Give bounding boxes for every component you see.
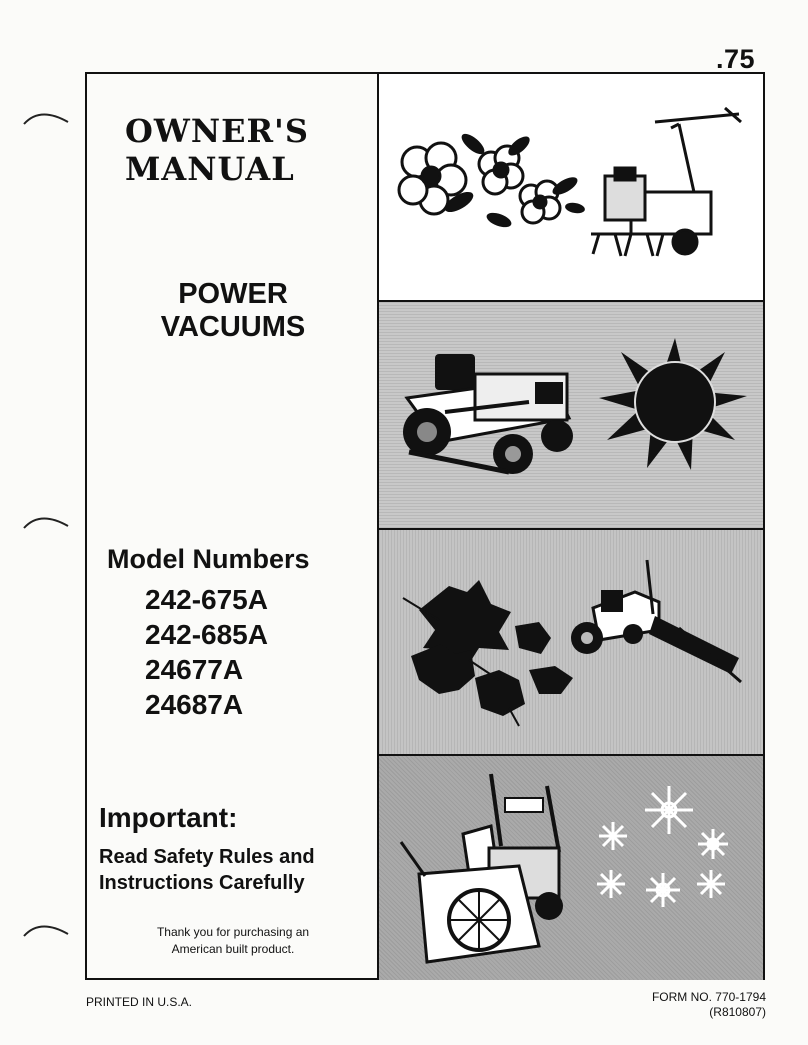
tractor-sun-illustration [379, 302, 763, 530]
form-number-line: FORM NO. 770-1794 [651, 990, 766, 1004]
model-number-list [145, 582, 268, 722]
snowflake-icon [597, 786, 728, 907]
thanks-line-1: Thank you for purchasing an [156, 925, 310, 939]
text-column [87, 74, 379, 978]
snowthrower-icon [401, 774, 563, 962]
sun-icon [599, 338, 747, 470]
title-line-2: MANUAL [125, 150, 295, 188]
revision-code: (R810807) [709, 1005, 766, 1019]
snowthrower-snowflakes-illustration [379, 756, 763, 980]
flowers-tiller-illustration [379, 74, 763, 302]
price-label: .75 [716, 44, 756, 74]
summer-panel [379, 302, 763, 530]
printed-in-label: PRINTED IN U.S.A. [86, 995, 193, 1009]
tiller-icon [591, 108, 741, 256]
thanks-line-2: American built product. [171, 942, 295, 956]
tractor-icon [403, 354, 573, 474]
model-number: 24677A [145, 654, 244, 685]
flower-icon [520, 181, 560, 223]
binder-hole-mark [22, 916, 72, 940]
model-number: 24687A [145, 689, 244, 720]
model-number: 242-685A [145, 619, 268, 650]
product-line-1: POWER [178, 278, 288, 310]
binder-hole-mark [22, 508, 72, 532]
model-numbers-heading: Model Numbers [107, 544, 310, 574]
safety-line-1: Read Safety Rules and [99, 846, 315, 868]
safety-notice [99, 844, 315, 896]
safety-line-2: Instructions Carefully [99, 872, 305, 894]
title-line-1: OWNER'S [125, 112, 309, 150]
product-name [87, 278, 379, 344]
model-number: 242-675A [145, 584, 268, 615]
manual-title [125, 112, 309, 188]
lawn-vacuum-icon [571, 560, 741, 682]
binder-hole-mark [22, 104, 72, 128]
cover-frame [85, 72, 765, 980]
illustration-column [379, 74, 763, 978]
winter-panel [379, 756, 763, 980]
form-number [600, 990, 766, 1020]
leaves-vacuum-illustration [379, 530, 763, 756]
leaf-icon [403, 580, 573, 726]
product-line-2: VACUUMS [160, 311, 306, 343]
thank-you-note [87, 924, 379, 958]
important-heading: Important: [99, 802, 238, 833]
spring-panel [379, 74, 763, 302]
autumn-panel [379, 530, 763, 756]
